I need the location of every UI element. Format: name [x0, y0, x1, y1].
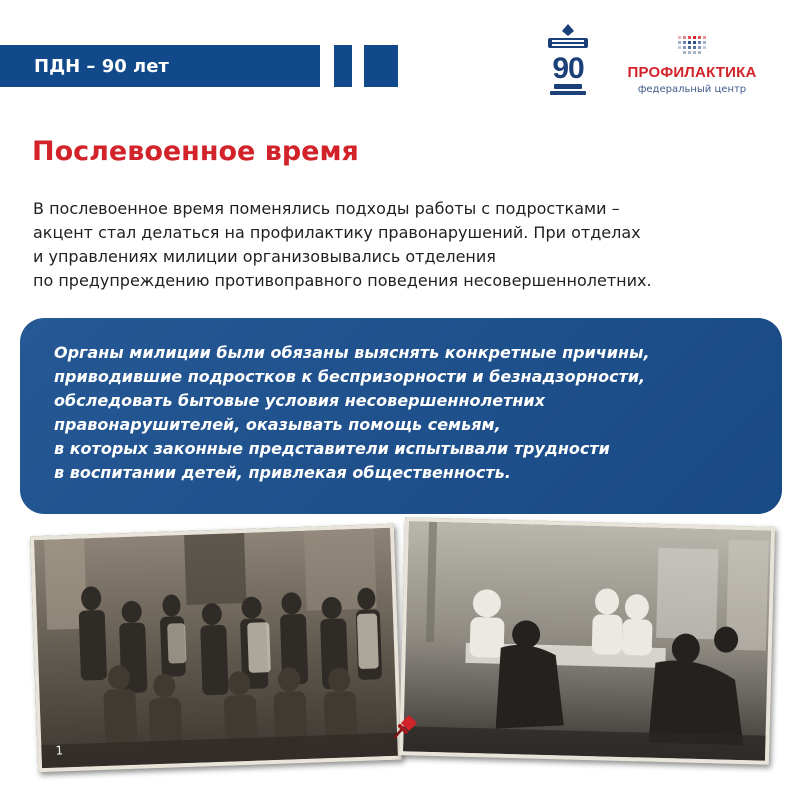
callout-line: обследовать бытовые условия несовершеннолетних	[54, 391, 545, 410]
brand-subtitle: федеральный центр	[637, 84, 747, 95]
intro-paragraph	[33, 197, 793, 293]
archive-photo-medical-room	[399, 517, 775, 765]
header-banner	[0, 45, 320, 87]
photo-children-group-image	[34, 528, 398, 768]
callout-line: правонарушителей, оказывать помощь семьям,	[54, 415, 501, 434]
callout-line: в воспитании детей, привлекая общественность.	[54, 463, 511, 482]
pin-icon	[392, 714, 418, 740]
callout-line: Органы милиции были обязаны выяснять конкретные причины,	[54, 343, 650, 362]
callout-box	[20, 318, 782, 514]
profilaktika-logo-icon	[674, 36, 710, 58]
intro-line: по предупреждению противоправного поведения несовершеннолетних.	[33, 271, 652, 290]
archive-photo-children-group	[30, 524, 402, 773]
intro-line: и управлениях милиции организовывались отделения	[33, 247, 496, 266]
banner-stripe-2	[364, 45, 398, 87]
banner-title: ПДН – 90 лет	[34, 55, 169, 77]
callout-line: приводившие подростков к беспризорности и безнадзорности,	[54, 367, 646, 386]
brand-title: ПРОФИЛАКТИКА	[627, 64, 757, 81]
callout-line: в которых законные представители испытывали трудности	[54, 439, 610, 458]
photo-number: 1	[55, 743, 64, 758]
banner-stripe-1	[334, 45, 352, 87]
intro-line: акцент стал делаться на профилактику правонарушений. При отделах	[33, 223, 641, 242]
anniversary-emblem	[538, 22, 598, 100]
page-title: Послевоенное время	[32, 136, 359, 167]
photo-medical-room-image	[403, 521, 771, 760]
intro-line: В послевоенное время поменялись подходы работы с подростками –	[33, 199, 620, 218]
emblem-number: 90	[552, 52, 584, 85]
